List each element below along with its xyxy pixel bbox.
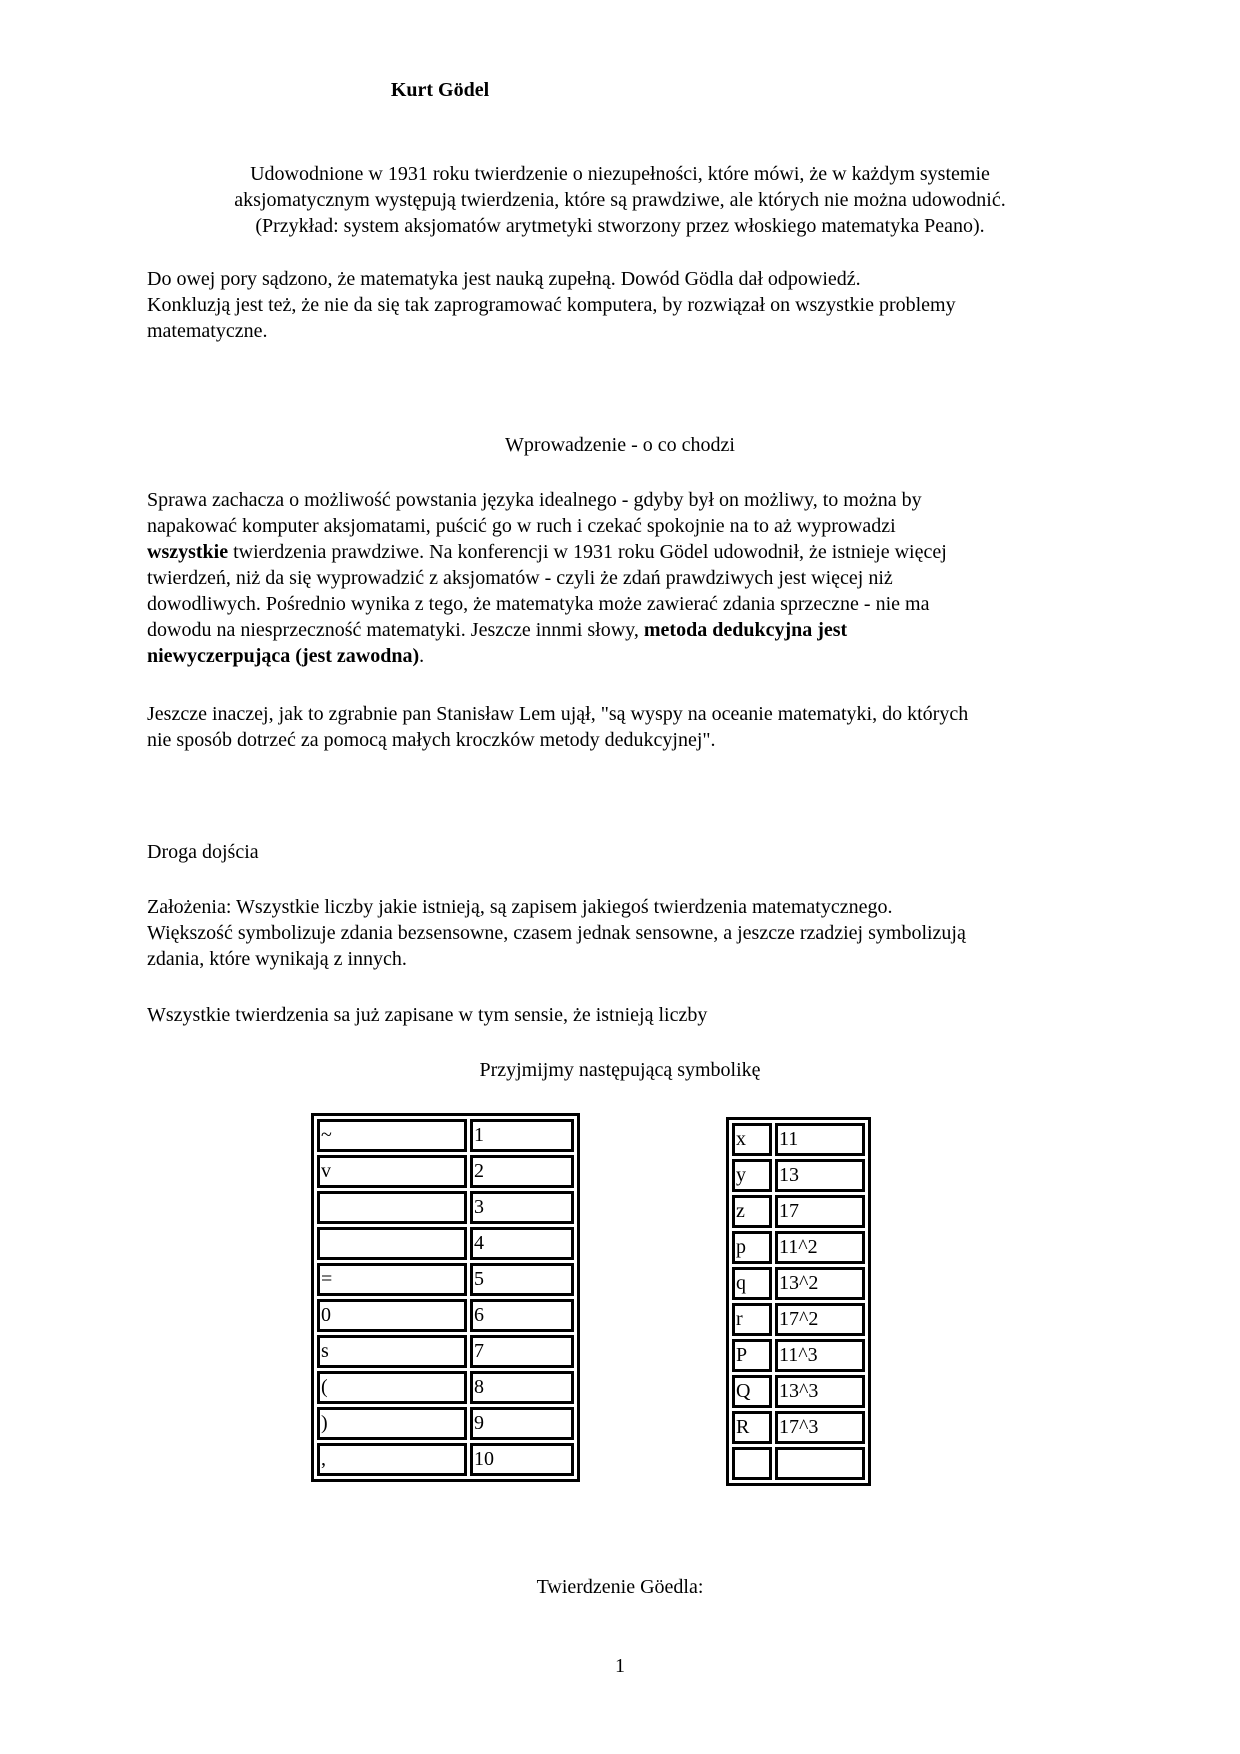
- bold-text: niewyczerpująca (jest zawodna): [147, 645, 420, 667]
- code-cell: 17^3: [775, 1411, 865, 1444]
- table-row: [732, 1195, 865, 1228]
- paragraph-line: Założenia: Wszystkie liczby jakie istnieją, są zapisem jakiegoś twierdzenia matematycznego.: [147, 896, 893, 918]
- paragraph-all-theorems: Wszystkie twierdzenia sa już zapisane w tym sensie, że istnieją liczby: [147, 1004, 708, 1026]
- symbol-cell: [317, 1227, 467, 1260]
- paragraph-line: [147, 539, 1107, 565]
- symbol-cell: =: [317, 1263, 467, 1296]
- paragraph-text: .: [419, 645, 425, 667]
- symbol-cell: R: [732, 1411, 772, 1444]
- paragraph-line: Sprawa zachacza o możliwość powstania języka idealnego - gdyby był on możliwy, to można by: [147, 489, 922, 511]
- code-cell: 10: [470, 1443, 574, 1476]
- table-row: [317, 1335, 574, 1368]
- table-row: [732, 1231, 865, 1264]
- table-row: [317, 1299, 574, 1332]
- paragraph-line: napakować komputer aksjomatami, puścić go w ruch i czekać spokojnie na to aż wyprowadzi: [147, 515, 896, 537]
- table-row: [732, 1447, 865, 1480]
- table-row: [317, 1263, 574, 1296]
- code-cell: 8: [470, 1371, 574, 1404]
- paragraph-line: matematyczne.: [147, 320, 268, 342]
- code-cell: 17^2: [775, 1303, 865, 1336]
- symbol-table-right: [726, 1117, 871, 1486]
- section-heading-introduction: Wprowadzenie - o co chodzi: [505, 434, 735, 456]
- paragraph-line: [147, 643, 1107, 669]
- intro-line: (Przykład: system aksjomatów arytmetyki stworzony przez włoskiego matematyka Peano).: [255, 215, 985, 237]
- table-row: [317, 1407, 574, 1440]
- table-row: [317, 1155, 574, 1188]
- table-row: [732, 1159, 865, 1192]
- paragraph-line: Konkluzją jest też, że nie da się tak zaprogramować komputera, by rozwiązał on wszystkie problemy: [147, 294, 956, 316]
- symbol-cell: 0: [317, 1299, 467, 1332]
- table-row: [732, 1267, 865, 1300]
- intro-line: Udowodnione w 1931 roku twierdzenie o niezupełności, które mówi, że w każdym systemie: [250, 163, 990, 185]
- symbol-cell: Q: [732, 1375, 772, 1408]
- table-row: [732, 1303, 865, 1336]
- paragraph-line: dowodliwych. Pośrednio wynika z tego, że matematyka może zawierać zdania sprzeczne - nie ma: [147, 593, 930, 615]
- table-row: [732, 1339, 865, 1372]
- paragraph-lem-quote: [147, 701, 1107, 753]
- code-cell: 6: [470, 1299, 574, 1332]
- bold-text: wszystkie: [147, 541, 229, 563]
- paragraph-line: [147, 617, 1107, 643]
- symbol-cell: ,: [317, 1443, 467, 1476]
- code-cell: [775, 1447, 865, 1480]
- symbol-cell: P: [732, 1339, 772, 1372]
- code-cell: 5: [470, 1263, 574, 1296]
- bold-text: metoda dedukcyjna jest: [643, 619, 848, 641]
- table-row: [732, 1375, 865, 1408]
- section-heading-theorem: Twierdzenie Göedla:: [536, 1576, 704, 1598]
- symbol-cell: [317, 1191, 467, 1224]
- code-cell: 11: [775, 1123, 865, 1156]
- code-cell: 13^2: [775, 1267, 865, 1300]
- symbol-cell: z: [732, 1195, 772, 1228]
- code-cell: 11^2: [775, 1231, 865, 1264]
- symbol-cell: p: [732, 1231, 772, 1264]
- symbol-cell: r: [732, 1303, 772, 1336]
- code-cell: 9: [470, 1407, 574, 1440]
- intro-line: aksjomatycznym występują twierdzenia, które są prawdziwe, ale których nie można udowodnić.: [234, 189, 1006, 211]
- symbol-cell: ): [317, 1407, 467, 1440]
- code-cell: 7: [470, 1335, 574, 1368]
- paragraph-ideal-language: [147, 487, 1107, 669]
- paragraph-assumptions: [147, 894, 1107, 972]
- paragraph-line: Jeszcze inaczej, jak to zgrabnie pan Stanisław Lem ujął, "są wyspy na oceanie matematyki, do których: [147, 703, 969, 725]
- symbol-cell: [732, 1447, 772, 1480]
- symbol-cell: (: [317, 1371, 467, 1404]
- code-cell: 1: [470, 1119, 574, 1152]
- intro-paragraph: [140, 161, 1100, 239]
- symbol-cell: ~: [317, 1119, 467, 1152]
- section-heading-approach: Droga dojścia: [147, 841, 259, 863]
- symbol-table-left: [311, 1113, 580, 1482]
- paragraph-text: dowodu na niesprzeczność matematyki. Jeszcze innmi słowy,: [147, 619, 644, 641]
- table-row: [732, 1411, 865, 1444]
- paragraph-line: Do owej pory sądzono, że matematyka jest nauką zupełną. Dowód Gödla dał odpowiedź.: [147, 268, 861, 290]
- paragraph-line: zdania, które wynikają z innych.: [147, 948, 407, 970]
- document-title: Kurt Gödel: [390, 79, 490, 101]
- code-cell: 17: [775, 1195, 865, 1228]
- table-row: [317, 1191, 574, 1224]
- code-cell: 13: [775, 1159, 865, 1192]
- paragraph-completeness: [147, 266, 1107, 344]
- table-row: [317, 1443, 574, 1476]
- code-cell: 2: [470, 1155, 574, 1188]
- symbol-cell: x: [732, 1123, 772, 1156]
- paragraph-line: twierdzeń, niż da się wyprowadzić z aksjomatów - czyli że zdań prawdziwych jest więcej niż: [147, 567, 893, 589]
- symbol-cell: s: [317, 1335, 467, 1368]
- table-row: [732, 1123, 865, 1156]
- code-cell: 11^3: [775, 1339, 865, 1372]
- paragraph-line: nie sposób dotrzeć za pomocą małych kroczków metody dedukcyjnej".: [147, 729, 716, 751]
- page-number: 1: [615, 1655, 625, 1677]
- symbol-cell: y: [732, 1159, 772, 1192]
- code-cell: 4: [470, 1227, 574, 1260]
- table-row: [317, 1371, 574, 1404]
- code-cell: 3: [470, 1191, 574, 1224]
- table-row: [317, 1227, 574, 1260]
- table-row: [317, 1119, 574, 1152]
- symbolism-heading: Przyjmijmy następującą symbolikę: [479, 1059, 761, 1081]
- paragraph-text: twierdzenia prawdziwe. Na konferencji w 1931 roku Gödel udowodnił, że istnieje więcej: [228, 541, 947, 563]
- symbol-cell: v: [317, 1155, 467, 1188]
- code-cell: 13^3: [775, 1375, 865, 1408]
- symbol-cell: q: [732, 1267, 772, 1300]
- paragraph-line: Większość symbolizuje zdania bezsensowne, czasem jednak sensowne, a jeszcze rzadziej symbolizują: [147, 922, 966, 944]
